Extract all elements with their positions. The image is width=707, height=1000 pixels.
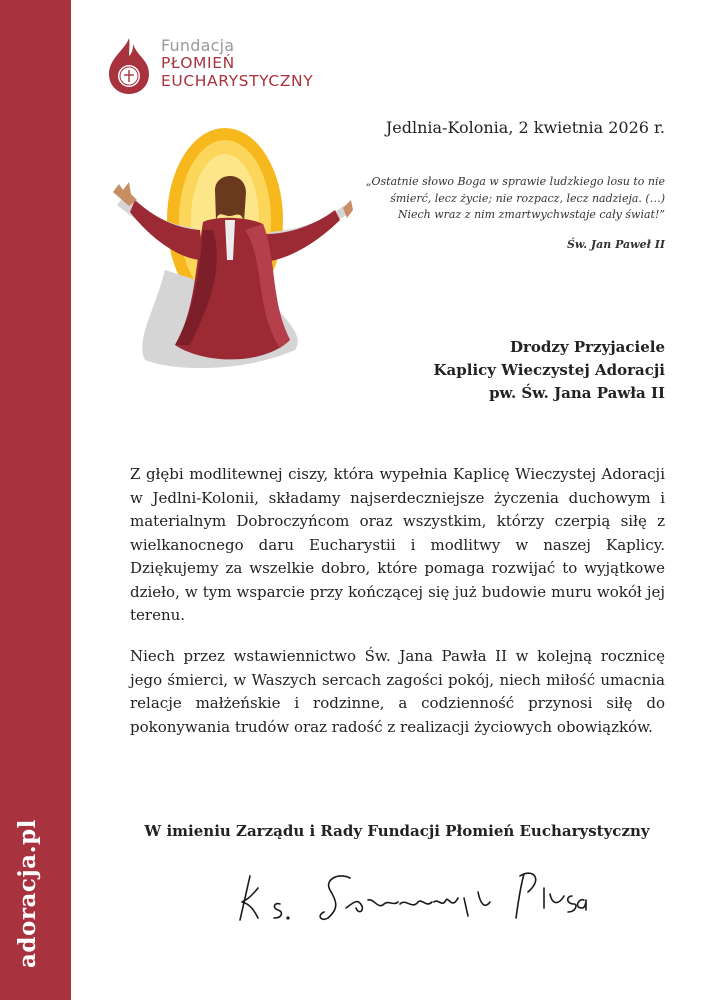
handwritten-signature	[228, 858, 588, 928]
letter-date: Jedlnia-Kolonia, 2 kwietnia 2026 r.	[385, 118, 665, 137]
greeting-line-3: pw. Św. Jana Pawła II	[489, 384, 665, 402]
paragraph-1: Z głębi modlitewnej ciszy, która wypełnia Kaplicę Wieczystej Adoracji w Jedlni-Kolonii, składamy najserdeczniejsze życzenia duchowym i materialnym Dobroczyńcom oraz wszystkim, którzy czerpią siłę z wielkanocnego daru Eucharystii i modlitwy w naszej Kaplicy. Dziękujemy za wszelkie dobro, które pomaga rozwijać to wyjątkowe dzieło, w tym wsparcie przy kończącej się już budowie muru wokół jej terenu.	[130, 465, 665, 624]
quote-line-1: „Ostatnie słowo Boga w sprawie ludzkiego losu to nie	[365, 175, 665, 188]
foundation-logo	[103, 36, 313, 96]
sidebar-band	[0, 0, 71, 1000]
closing-text: W imieniu Zarządu i Rady Fundacji Płomień Eucharystyczny	[144, 822, 650, 840]
logo-plomien: PŁOMIEŃ	[161, 54, 235, 72]
quote-author: Św. Jan Paweł II	[566, 238, 665, 251]
closing-line	[0, 822, 707, 840]
quote	[335, 174, 665, 224]
logo-eucharystyczny: EUCHARYSTYCZNY	[161, 72, 314, 90]
flame-host-icon	[103, 36, 155, 96]
risen-christ-illustration	[95, 110, 355, 380]
paragraph-2: Niech przez wstawiennictwo Św. Jana Pawła II w kolejną rocznicę jego śmierci, w Waszych sercach zagości pokój, niech miłość umacnia relacje małżeńskie i rodzinne, a codzienność przynosi siłę do pokonywania trudów oraz radość z realizacji życiowych obowiązków.	[130, 647, 665, 736]
greeting-line-1: Drodzy Przyjaciele	[509, 338, 665, 356]
greeting	[434, 336, 665, 405]
logo-fundacja: Fundacja	[161, 36, 235, 55]
greeting-line-2: Kaplicy Wieczystej Adoracji	[433, 361, 665, 379]
quote-line-3: Niech wraz z nim zmartwychwstaje cały świat!”	[397, 208, 665, 221]
quote-line-2: śmierć, lecz życie; nie rozpacz, lecz nadzieja. (…)	[390, 191, 665, 205]
website-label: adoracja.pl	[14, 819, 41, 968]
